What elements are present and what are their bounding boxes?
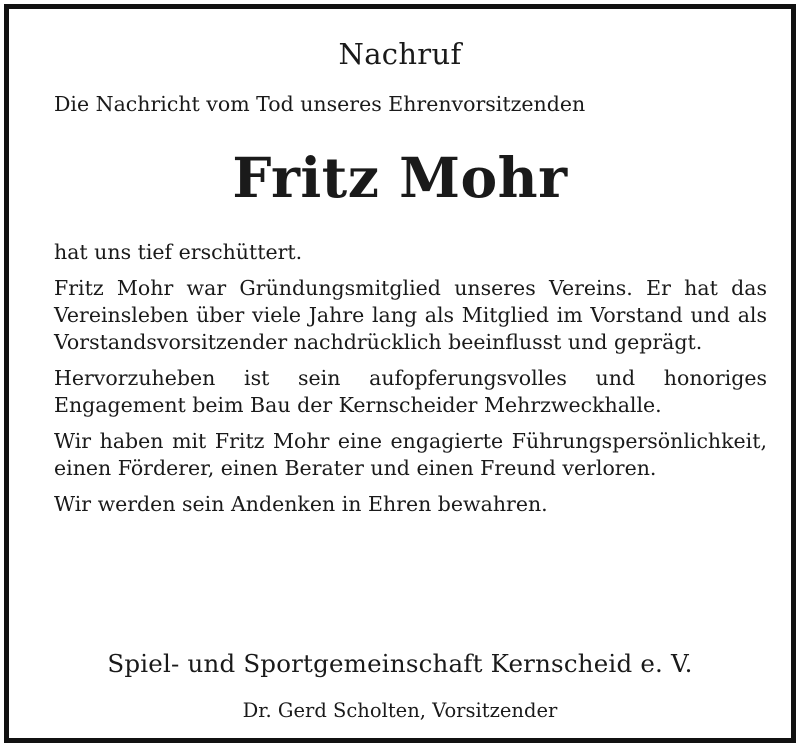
obituary-title: Nachruf [338, 37, 462, 71]
paragraph-3: Hervorzuheben ist sein aufopferungsvolles und honoriges Engagement beim Bau der Kernscheider Mehrzweckhalle. [54, 366, 767, 417]
paragraph-4: Wir haben mit Fritz Mohr eine engagierte Führungspersönlichkeit, einen Förderer, einen Berater und einen Freund verloren. [54, 429, 767, 480]
organization-name: Spiel- und Sportgemeinschaft Kernscheid e. V. [107, 649, 693, 678]
intro-line: Die Nachricht vom Tod unseres Ehrenvorsitzenden [54, 92, 586, 116]
paragraph-2: Fritz Mohr war Gründungsmitglied unseres Vereins. Er hat das Vereinsleben über viele Jahre lang als Mitglied im Vorstand und als Vorstandsvorsitzender nachdrücklich beeinflusst und geprägt. [54, 276, 767, 354]
paragraph-5: Wir werden sein Andenken in Ehren bewahren. [54, 492, 548, 516]
obituary-body [54, 239, 767, 527]
obituary-frame [4, 4, 796, 743]
deceased-name: Fritz Mohr [232, 145, 568, 210]
signer-line: Dr. Gerd Scholten, Vorsitzender [242, 699, 558, 722]
paragraph-1: hat uns tief erschüttert. [54, 240, 303, 264]
